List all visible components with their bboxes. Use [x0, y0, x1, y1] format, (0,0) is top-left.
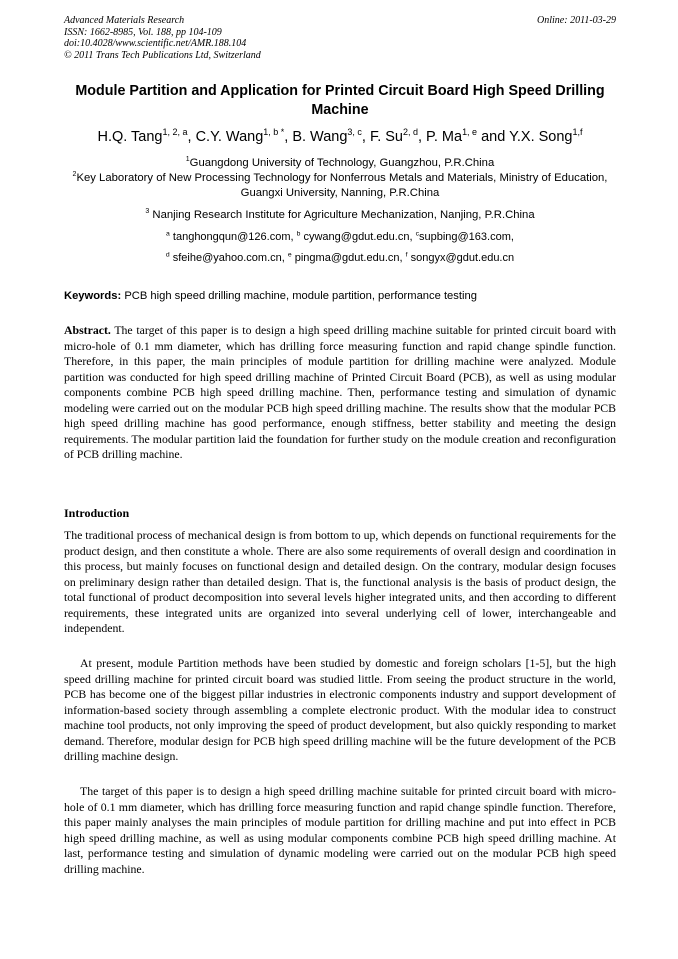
online-date: Online: 2011-03-29 — [537, 15, 616, 26]
paper-title: Module Partition and Application for Printed Circuit Board High Speed Drilling Machine — [75, 83, 605, 118]
journal-header — [64, 15, 261, 61]
author: C.Y. Wang$^{1, b *}$ — [195, 127, 285, 145]
abstract-text: The target of this paper is to design a high speed drilling machine suitable for printed circuit board with micro-hole of 0.1 mm diameter, which has drilling force measuring function and rapid change spindle function. Therefore, in this paper, the main principles of module partition for drilling machine were analyzed. Module partition was conducted for high speed drilling machine of Printed Circuit Board (PCB), as well as using modular components combine PCB high speed drilling machine. Then, performance testing and simulation of dynamic modeling were carried out on the modular PCB high speed drilling machine. The results show that the modular PCB high speed drilling machine has good performance, enough stiffness, better stability and meeting the design requirements. The modular partition laid the foundation for further study on the module creation and reconfiguration of PCB drilling machine. — [64, 323, 616, 461]
email-link[interactable]: tanghongqun@126.com — [172, 231, 291, 243]
copyright-line: © 2011 Trans Tech Publications Ltd, Switzerland — [64, 49, 261, 61]
affiliation-1: $^1$Guangdong University of Technology, Guangzhou, P.R.China — [185, 156, 495, 169]
email-link[interactable]: songyx@gdut.edu.cn — [410, 252, 515, 264]
journal-name: Advanced Materials Research — [64, 15, 185, 26]
abstract-label: Abstract. — [64, 323, 111, 337]
keywords-label: Keywords: — [64, 290, 122, 302]
email-link[interactable]: sfeihe@yahoo.com.cn — [172, 252, 282, 264]
section-heading-introduction: Introduction — [64, 506, 130, 520]
author-list: H.Q. Tang$^{1, 2, a}$, C.Y. Wang$^{1, b *}$, B. Wang$^{3, c}$, F. Su$^{2, d}$, P. Ma$^{1, e}$ and Y.X. Song$^{1,f}$ — [97, 127, 583, 145]
keywords-text: PCB high speed drilling machine, module partition, performance testing — [124, 290, 477, 302]
author: H.Q. Tang$^{1, 2, a}$ — [97, 127, 188, 145]
keywords — [64, 289, 616, 303]
author: F. Su$^{2, d}$ — [369, 127, 418, 145]
doi-line: doi:10.4028/www.scientific.net/AMR.188.104 — [64, 38, 247, 49]
body-paragraph: At present, module Partition methods have been studied by domestic and foreign scholars [1-5], but the high speed drilling machine for printed circuit board was studied little. From seeing the product structure in the world, PCB has become one of the biggest pillar industries in electronic components industry and support development of information-based society through assembling a complete electronic product. With the modular idea to construct machine tool products, not only improving the speed of product development, but also quickly responding to market demand. Therefore, modular design for PCB high speed drilling machine will be the future development of the PCB drilling machine design. — [64, 656, 616, 763]
email-line-2: $^d$ sfeihe@yahoo.com.cn, $^e$ pingma@gdut.edu.cn, $^f$ songyx@gdut.edu.cn — [165, 251, 515, 264]
email-link[interactable]: pingma@gdut.edu.cn — [294, 252, 400, 264]
email-link[interactable]: supbing@163.com — [418, 231, 511, 243]
abstract — [64, 323, 616, 463]
affiliation-3: $^3$ Nanjing Research Institute for Agriculture Mechanization, Nanjing, P.R.China — [145, 208, 535, 221]
author: B. Wang$^{3, c}$ — [292, 127, 362, 145]
email-link[interactable]: cywang@gdut.edu.cn — [303, 231, 410, 243]
author: P. Ma$^{1, e}$ — [426, 127, 478, 145]
author: Y.X. Song$^{1,f}$ — [509, 127, 583, 145]
affiliation-2: $^2$Key Laboratory of New Processing Technology for Nonferrous Metals and Materials, Ministry of Education, Guangxi University, Nanning, P.R.China — [72, 171, 608, 199]
email-line-1: $^a$ tanghongqun@126.com, $^b$ cywang@gdut.edu.cn, $^c$supbing@163.com, — [166, 230, 514, 243]
issn-line: ISSN: 1662-8985, Vol. 188, pp 104-109 — [64, 26, 222, 38]
body-paragraph: The traditional process of mechanical design is from bottom to up, which depends on functional requirements for the product design, and then constitute a whole. There are also some requirements of overall design and coordination in this process, but mainly focuses on functional design and detailed design. On the contrary, modular design focuses on preliminary design rather than detailed design. That is, the functional analysis is the basis of product design, the total functional of product decomposition into several levels higher integrated units, and then according to different requirements, these integrated units are organized into several underlying cell of lower, interchangeable and independent. — [64, 528, 616, 635]
body-paragraph: The target of this paper is to design a high speed drilling machine suitable for printed circuit board with micro-hole of 0.1 mm diameter, which has drilling force measuring function and rapid change spindle function. Therefore, this paper mainly analyses the main principles of module partition for drilling machine and put into effect in PCB high speed drilling machine, as well as using modular components combine PCB high speed drilling machine. At last, performance testing and simulation of dynamic modeling were carried out on the modular PCB high speed drilling machine. — [64, 784, 616, 876]
